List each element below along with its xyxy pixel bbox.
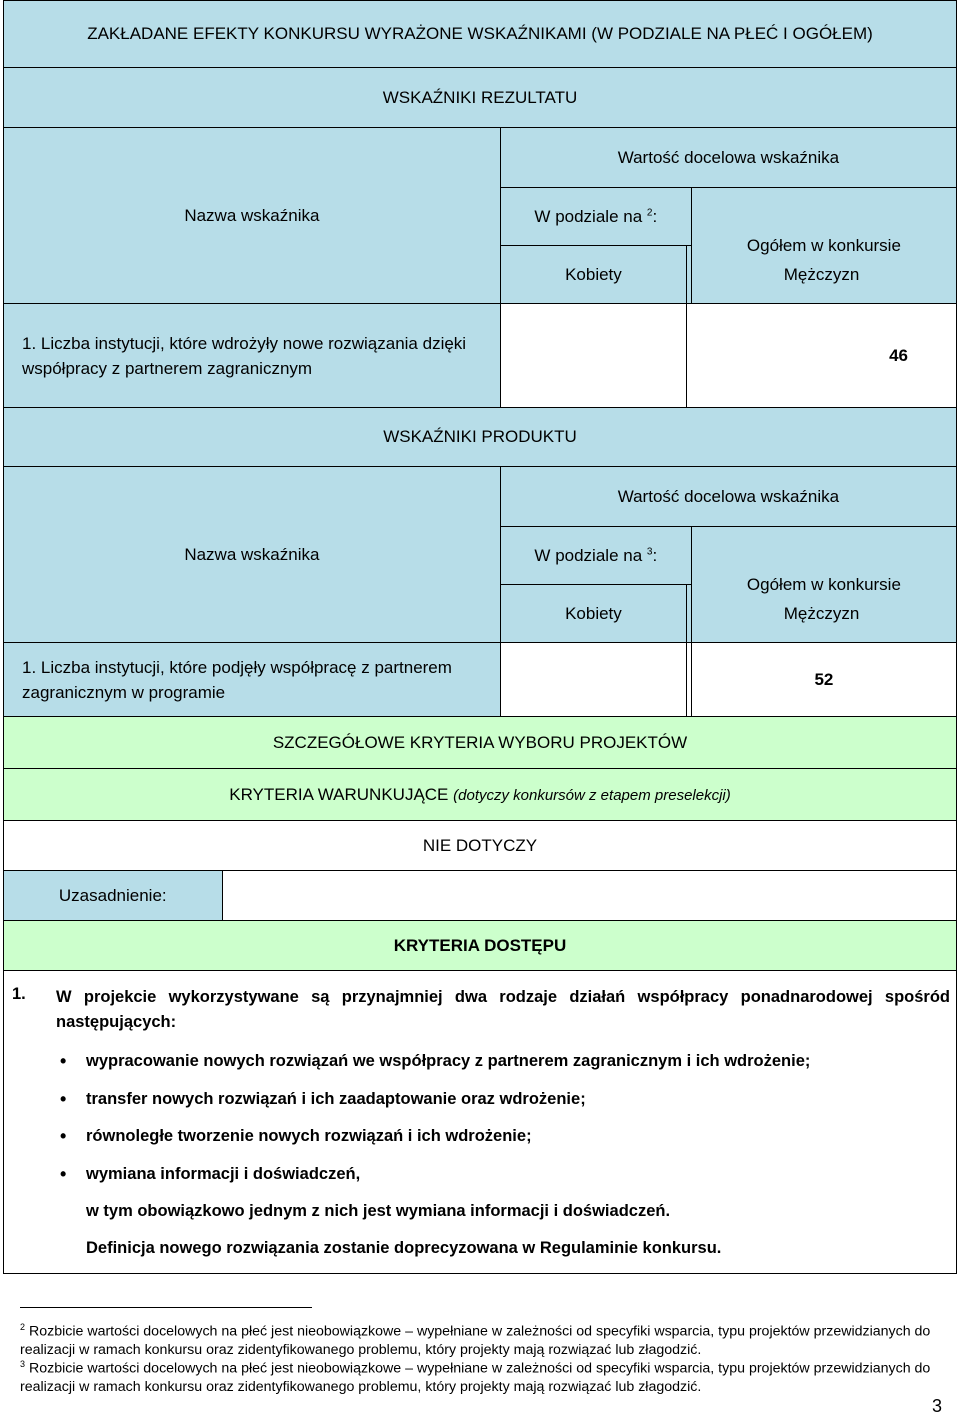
criteria-title: SZCZEGÓŁOWE KRYTERIA WYBORU PROJEKTÓW	[4, 717, 957, 769]
produkt-men-header: Mężczyzn	[687, 585, 957, 643]
criterion-definition-note: Definicja nowego rozwiązania zostanie doprecyzowana w Regulaminie konkursu.	[86, 1239, 722, 1257]
rezultat-women-header: Kobiety	[500, 246, 686, 304]
footnote-2: $^2$ Rozbicie wartości docelowych na płeć jest nieobowiązkowe – wypełniane w zależności od specyfiki wsparcia, typu projektów przewidzianych do realizacji w ramach konkursu oraz zidentyfikowanego problemu, który projekty mają rozwiązać lub złagodzić.	[20, 1322, 931, 1358]
justification-field[interactable]	[222, 871, 956, 921]
criterion-options-list	[4, 1049, 956, 1187]
rezultat-indicator-name: 1. Liczba instytucji, które wdrożyły nowe rozwiązania dzięki współpracy z partnerem zagranicznym	[4, 304, 501, 408]
warunkujace-note: (dotyczy konkursów z etapem preselekcji)	[453, 786, 731, 804]
produkt-split-header: W podziale na $^3$:	[500, 527, 691, 585]
produkt-women-value[interactable]	[500, 643, 686, 717]
indicators-criteria-table	[3, 0, 957, 1274]
footnote-mark: 2	[20, 1322, 26, 1332]
footnote-mark: 3	[20, 1359, 26, 1369]
footnote-ref-3: 3	[646, 545, 653, 557]
justification-label: Uzasadnienie:	[4, 871, 223, 921]
footnote-3: $^3$ Rozbicie wartości docelowych na płeć jest nieobowiązkowe – wypełniane w zależności od specyfiki wsparcia, typu projektów przewidzianych do realizacji w ramach konkursu oraz zidentyfikowanego problemu, który projekty mają rozwiązać lub złagodzić.	[20, 1359, 931, 1395]
list-item: • transfer nowych rozwiązań i ich zaadaptowanie oraz wdrożenie;	[86, 1087, 956, 1112]
produkt-target-header: Wartość docelowa wskaźnika	[500, 467, 956, 527]
rezultat-men-header: Mężczyzn	[687, 246, 957, 304]
page-number: 3	[931, 1396, 942, 1416]
produkt-total-header: Ogółem w konkursie	[691, 527, 956, 643]
list-item: • równoległe tworzenie nowych rozwiązań i ich wdrożenie;	[86, 1124, 956, 1149]
dostepu-header: KRYTERIA DOSTĘPU	[4, 921, 957, 971]
list-item: • wymiana informacji i doświadczeń,	[86, 1162, 956, 1187]
produkt-total-value: 52	[691, 643, 956, 717]
produkt-women-header: Kobiety	[500, 585, 686, 643]
not-applicable: NIE DOTYCZY	[4, 821, 957, 871]
rezultat-target-header: Wartość docelowa wskaźnika	[500, 128, 956, 188]
footnote-ref-2: 2	[646, 206, 653, 218]
produkt-indicator-name: 1. Liczba instytucji, które podjęły współpracę z partnerem zagranicznym w programie	[4, 643, 501, 717]
rezultat-split-header: W podziale na $^2$:	[500, 188, 691, 246]
criterion-text: W projekcie wykorzystywane są przynajmniej dwa rodzaje działań współpracy ponadnarodowej spośród następujących:	[56, 988, 950, 1031]
criterion-mandatory-note: w tym obowiązkowo jednym z nich jest wymiana informacji i doświadczeń.	[86, 1202, 671, 1220]
warunkujace-header: KRYTERIA WARUNKUJĄCE (dotyczy konkursów z etapem preselekcji)	[4, 769, 957, 821]
rezultat-section-title: WSKAŹNIKI REZULTATU	[4, 68, 957, 128]
main-title: ZAKŁADANE EFEKTY KONKURSU WYRAŻONE WSKAŹNIKAMI (W PODZIALE NA PŁEĆ I OGÓŁEM)	[4, 1, 957, 68]
list-item: • wypracowanie nowych rozwiązań we współpracy z partnerem zagranicznym i ich wdrożenie;	[86, 1049, 956, 1074]
produkt-section-title: WSKAŹNIKI PRODUKTU	[4, 408, 957, 467]
rezultat-total-header: Ogółem w konkursie	[691, 188, 956, 304]
rezultat-women-value[interactable]	[500, 304, 686, 408]
footnote-separator	[20, 1307, 312, 1308]
rezultat-name-header: Nazwa wskaźnika	[4, 128, 501, 304]
rezultat-total-value: 46	[687, 304, 957, 408]
criterion-number: 1.	[12, 985, 26, 1003]
produkt-name-header: Nazwa wskaźnika	[4, 467, 501, 643]
access-criterion-1	[4, 971, 957, 1274]
